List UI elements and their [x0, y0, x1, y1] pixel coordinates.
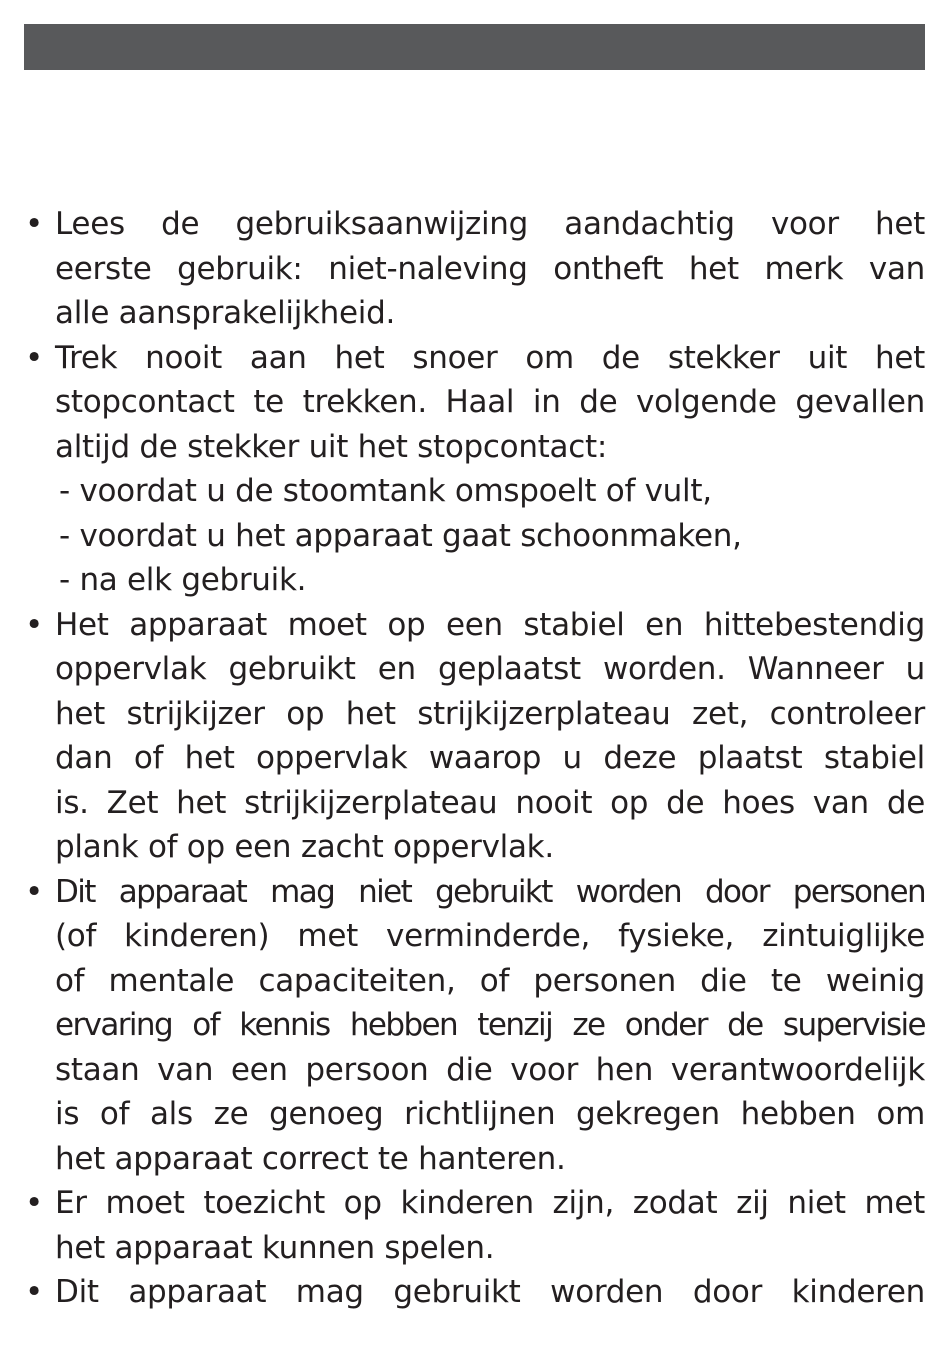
- text-line: Dit apparaat mag niet gebruikt worden door personen: [55, 873, 925, 910]
- text-line: altijd de stekker uit het stopcontact:: [55, 428, 607, 465]
- text-line: is of als ze genoeg richtlijnen gekregen hebben om: [55, 1096, 925, 1132]
- text-line: alle aansprakelijkheid.: [55, 295, 396, 331]
- text-line: of mentale capaciteiten, of personen die te weinig: [55, 962, 925, 999]
- bullet-icon: •: [25, 606, 43, 643]
- bullet-icon: •: [25, 339, 43, 376]
- safety-instructions: [24, 202, 925, 1315]
- sub-item: - voordat u de stoomtank omspoelt of vult,: [59, 473, 712, 509]
- text-line: (of kinderen) met verminderde, fysieke, zintuiglijke: [55, 918, 925, 954]
- bullet-icon: •: [25, 873, 43, 910]
- text-line: oppervlak gebruikt en geplaatst worden. Wanneer u: [55, 651, 925, 687]
- text-line: Dit apparaat mag gebruikt worden door kinderen: [55, 1274, 925, 1310]
- list-item: [24, 870, 925, 1182]
- text-line: dan of het oppervlak waarop u deze plaatst stabiel: [55, 740, 925, 776]
- list-item: [24, 1270, 925, 1315]
- list-item: [24, 336, 925, 603]
- list-item: [24, 202, 925, 336]
- text-line: ervaring of kennis hebben tenzij ze onder de supervisie: [55, 1007, 925, 1043]
- text-line: stopcontact te trekken. Haal in de volgende gevallen: [55, 384, 925, 420]
- bullet-icon: •: [25, 1185, 43, 1221]
- text-line: het apparaat correct te hanteren.: [55, 1140, 566, 1177]
- text-line: het strijkijzer op het strijkijzerplateau zet, controleer: [55, 695, 925, 732]
- text-line: is. Zet het strijkijzerplateau nooit op de hoes van de: [55, 784, 925, 821]
- text-line: het apparaat kunnen spelen.: [55, 1229, 495, 1266]
- bullet-icon: •: [25, 1274, 43, 1310]
- sub-item: - na elk gebruik.: [59, 562, 307, 598]
- text-line: Trek nooit aan het snoer om de stekker uit het: [55, 339, 925, 376]
- list-item: [24, 1181, 925, 1270]
- bullet-icon: •: [25, 206, 43, 242]
- text-line: staan van een persoon die voor hen verantwoordelijk: [55, 1051, 925, 1088]
- text-line: plank of op een zacht oppervlak.: [55, 829, 554, 865]
- list-item: [24, 603, 925, 870]
- sub-item: - voordat u het apparaat gaat schoonmaken,: [59, 517, 742, 554]
- text-line: eerste gebruik: niet-naleving ontheft het merk van: [55, 250, 925, 287]
- text-line: Er moet toezicht op kinderen zijn, zodat zij niet met: [55, 1185, 925, 1221]
- text-line: Het apparaat moet op een stabiel en hittebestendig: [55, 606, 925, 643]
- text-line: Lees de gebruiksaanwijzing aandachtig voor het: [55, 206, 925, 242]
- header-bar: [24, 24, 925, 70]
